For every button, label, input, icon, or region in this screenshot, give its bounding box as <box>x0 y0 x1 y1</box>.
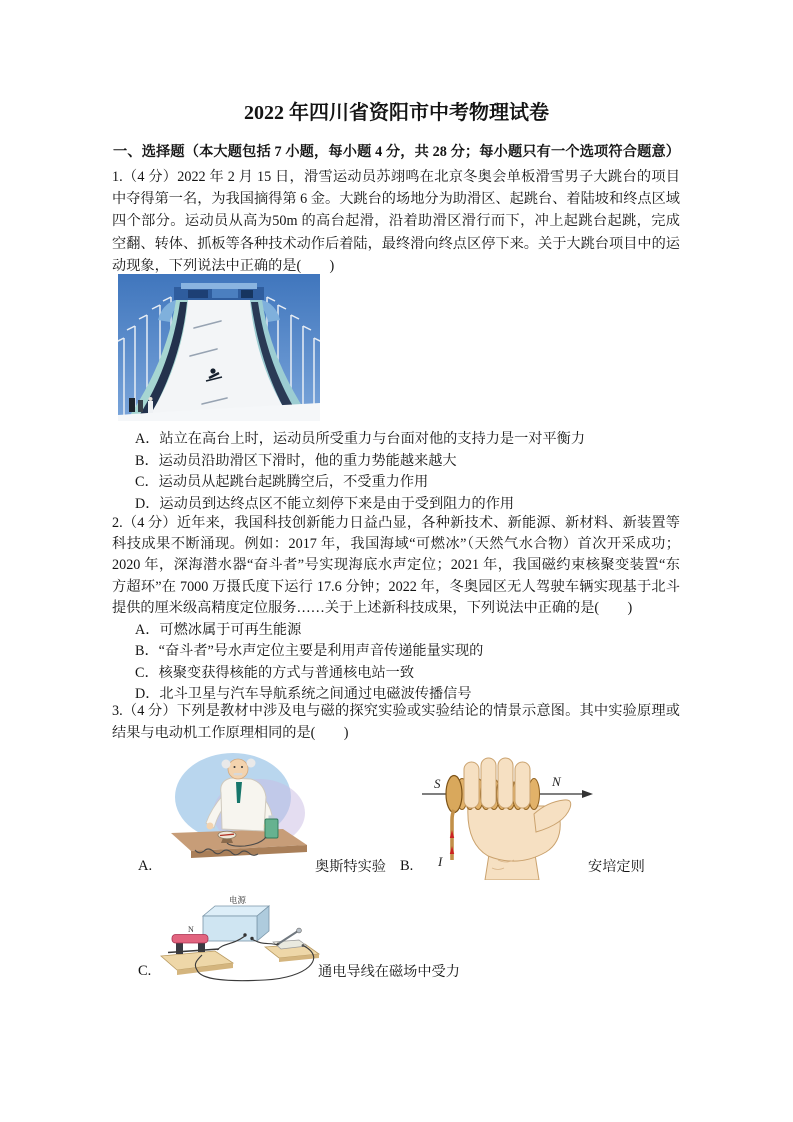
question-2-line: 2.（4 分）近年来，我国科技创新能力日益凸显，各种新技术、新能源、新材料、新装置等 <box>112 515 680 531</box>
section-heading: 一、选择题（本大题包括 7 小题，每小题 4 分，共 28 分；每小题只有一个选项符合题意） <box>113 144 680 160</box>
question-1-line: 四个部分。运动员从高为50m 的高台起滑，沿着助滑区滑行而下，冲上起跳台起跳，完成 <box>112 213 680 230</box>
figure-c-label: C. <box>138 963 152 979</box>
ampere-rule-figure <box>418 748 600 880</box>
figure-b-label: B. <box>400 858 414 874</box>
question-1-line: 动现象，下列说法中正确的是( ) <box>112 257 335 274</box>
option-d: D．运动员到达终点区不能立刻停下来是由于受到阻力的作用 <box>135 495 515 512</box>
south-pole-label: S <box>434 776 441 791</box>
option-a: A．可燃冰属于可再生能源 <box>135 622 302 638</box>
question-2-body <box>112 513 680 619</box>
question-3-body <box>112 701 680 744</box>
coil-front-loop <box>446 776 462 813</box>
option-b: B．运动员沿助滑区下滑时，他的重力势能越来越大 <box>135 452 457 469</box>
magnet-pole-label: N <box>188 925 194 934</box>
power-supply <box>203 906 269 941</box>
figure-a-caption: 奥斯特实验 <box>315 859 386 875</box>
option-d: D．北斗卫星与汽车导航系统之间通过电磁波传播信号 <box>135 685 472 702</box>
switch-assembly <box>265 928 319 962</box>
big-air-ski-jump-illustration <box>118 274 320 421</box>
figure-b-caption: 安培定则 <box>588 859 645 875</box>
option-a: A．站立在高台上时，运动员所受重力与台面对他的支持力是一对平衡力 <box>135 431 586 447</box>
question-2-line: 方超环”在 7000 万摄氏度下运行 17.6 分钟；2022 年，冬奥园区无人驾驶车辆实现基于北斗 <box>112 578 680 595</box>
question-1-line: 1.（4 分）2022 年 2 月 15 日，滑雪运动员苏翊鸣在北京冬奥会单板滑雪男子大跳台的项目 <box>112 169 680 185</box>
question-2-line: 2020 年，深海潜水器“奋斗者”号实现海底水声定位；2021 年，我国磁约束核聚变装置“东 <box>112 557 680 574</box>
question-1-body <box>112 166 680 277</box>
ampere-rule-illustration <box>418 748 600 880</box>
right-hand <box>468 800 571 880</box>
current-label: I <box>438 854 443 869</box>
oersted-experiment-illustration <box>165 751 315 873</box>
page-title: 2022 年四川省资阳市中考物理试卷 <box>244 102 549 124</box>
oersted-experiment-figure <box>165 751 315 873</box>
question-1-line: 中夺得第一名，为我国摘得第 6 金。大跳台的场地分为助滑区、起跳台、着陆坡和终点区域 <box>112 191 680 208</box>
question-3-line: 结果与电动机工作原理相同的是( ) <box>112 724 349 741</box>
question-2-options <box>135 620 680 705</box>
north-pole-label: N <box>552 774 561 789</box>
big-air-ski-jump-photo <box>118 274 320 421</box>
ramp-top-structure <box>174 283 264 300</box>
option-c: C．运动员从起跳台起跳腾空后，不受重力作用 <box>135 474 429 491</box>
wire-in-magnetic-field-figure <box>157 892 332 989</box>
question-1-line: 空翻、转体、抓板等各种技术动作后着陆，最终滑向终点区停下来。关于大跳台项目中的运 <box>112 235 680 252</box>
question-2-line: 提供的厘米级高精度定位服务……关于上述新科技成果，下列说法中正确的是( ) <box>112 599 633 616</box>
option-c: C．核聚变获得核能的方式与普通核电站一致 <box>135 664 415 681</box>
axis-arrowhead <box>582 790 593 798</box>
wire-in-field-illustration <box>157 892 332 989</box>
figure-a-label: A. <box>138 858 153 874</box>
battery <box>265 816 278 839</box>
question-2-line: 科技成果不断涌现。例如：2017 年，我国海域“可燃冰”（天然气水合物）首次开采成功； <box>112 536 680 553</box>
question-3-line: 3.（4 分）下列是教材中涉及电与磁的探究实验或实验结论的情景示意图。其中实验原理或 <box>112 703 680 719</box>
option-b: B．“奋斗者”号水声定位主要是利用声音传递能量实现的 <box>135 643 484 660</box>
power-supply-label: 电源 <box>229 895 247 905</box>
figure-c-caption: 通电导线在磁场中受力 <box>318 964 460 980</box>
question-1-options <box>135 429 680 515</box>
